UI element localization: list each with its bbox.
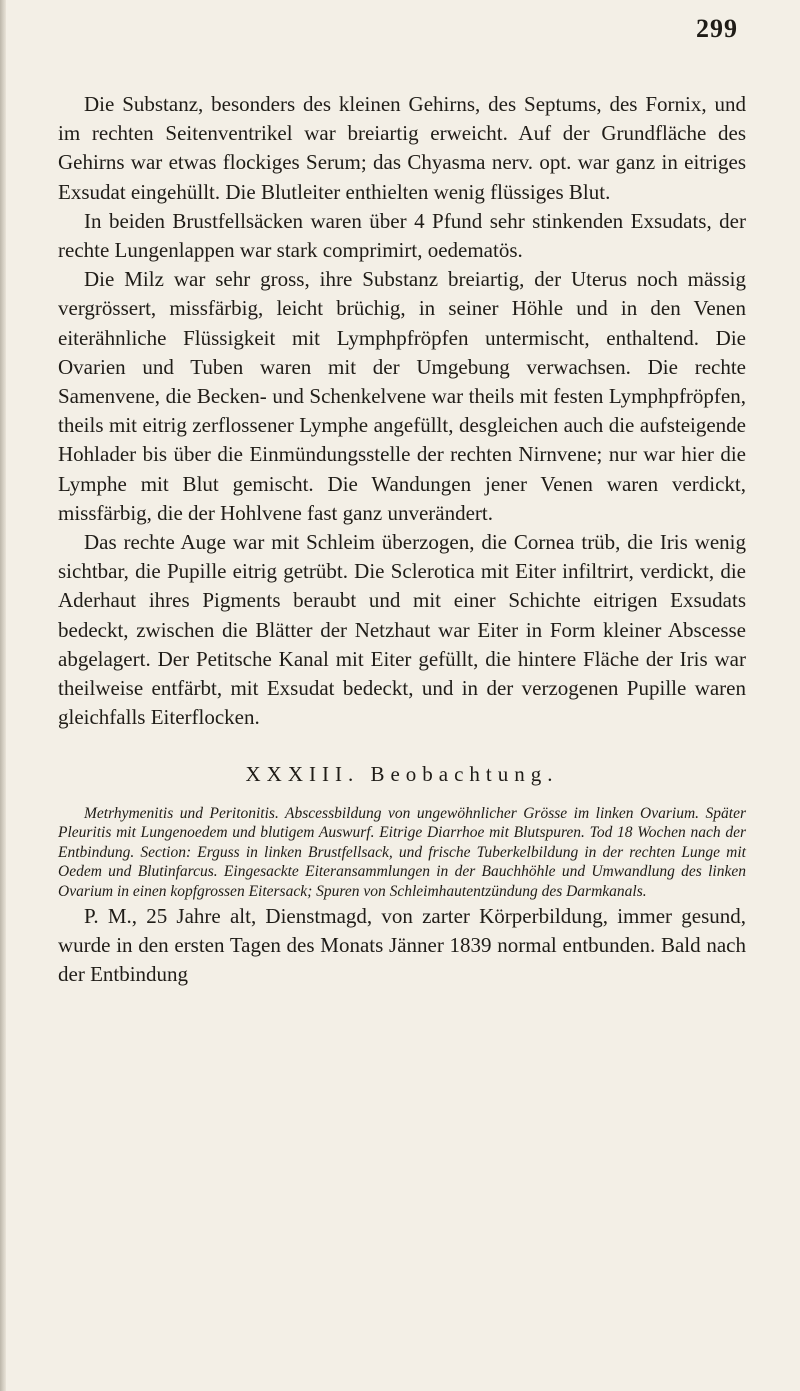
paragraph-abdomen: Die Milz war sehr gross, ihre Substanz breiartig, der Uterus noch mässig vergrössert, missfärbig, leicht brüchig, in seiner Höhle und in den Venen eiterähnliche Flüssigkeit mit Lymphpfröpfen untermischt, enthaltend. Die Ovarien und Tuben waren mit der Umgebung verwachsen. Die rechte Samenvene, die Becken- und Schenkelvene war theils mit festen Lymphpfröpfen, theils mit eitrig zerflossener Lymphe angefüllt, desgleichen auch die aufsteigende Hohlader bis über die Einmündungsstelle der rechten Nirnvene; nur war hier die Lymphe mit Blut gemischt. Die Wandungen jener Venen waren verdickt, missfärbig, die der Hohlvene fast ganz unverändert. — [58, 267, 746, 525]
paragraph-eye: Das rechte Auge war mit Schleim überzogen, die Cornea trüb, die Iris wenig sichtbar, die Pupille eitrig getrübt. Die Sclerotica mit Eiter infiltrirt, verdickt, die Aderhaut ihres Pigments beraubt und mit einer Schichte eitrigen Exsudats bedeckt, zwischen die Blätter der Netzhaut war Eiter in Form kleiner Abscesse abgelagert. Der Petitsche Kanal mit Eiter gefüllt, die hintere Fläche der Iris war theilweise entfärbt, mit Exsudat bedeckt, und in der verzogenen Pupille waren gleichfalls Eiterflocken. — [58, 530, 746, 730]
paragraph-chest: In beiden Brustfellsäcken waren über 4 Pfund sehr stinkenden Exsudats, der rechte Lungenlappen war stark comprimirt, oedematös. — [58, 208, 746, 263]
page-number: 299 — [696, 14, 738, 43]
page-binding-edge — [0, 0, 6, 1391]
body-text — [58, 90, 746, 989]
case-summary: Metrhymenitis und Peritonitis. Abscessbildung von ungewöhnlicher Grösse im linken Ovarium. Später Pleuritis mit Lungenoedem und blutigem Auswurf. Eitrige Diarrhoe mit Blutspuren. Tod 18 Wochen nach der Entbindung. Section: Erguss in linken Brustfellsack, und frische Tuberkelbildung in der rechten Lunge mit Oedem und Blutinfarcus. Eingesackte Eiteransammlungen in der Bauchhöhle und Umwandlung des linken Ovarium in einen kopfgrossen Eitersack; Spuren von Schleimhautentzündung des Darmkanals. — [58, 804, 746, 901]
paragraph-brain: Die Substanz, besonders des kleinen Gehirns, des Septums, des Fornix, und im rechten Seitenventrikel war breiartig erweicht. Auf der Grundfläche des Gehirns war etwas flockiges Serum; das Chyasma nerv. opt. war ganz in eitriges Exsudat eingehüllt. Die Blutleiter enthielten wenig flüssiges Blut. — [58, 92, 746, 204]
paragraph-case-start: P. M., 25 Jahre alt, Dienstmagd, von zarter Körperbildung, immer gesund, wurde in den ersten Tagen des Monats Jänner 1839 normal entbunden. Bald nach der Entbindung — [58, 903, 746, 987]
section-heading: XXXIII. Beobachtung. — [245, 762, 559, 787]
